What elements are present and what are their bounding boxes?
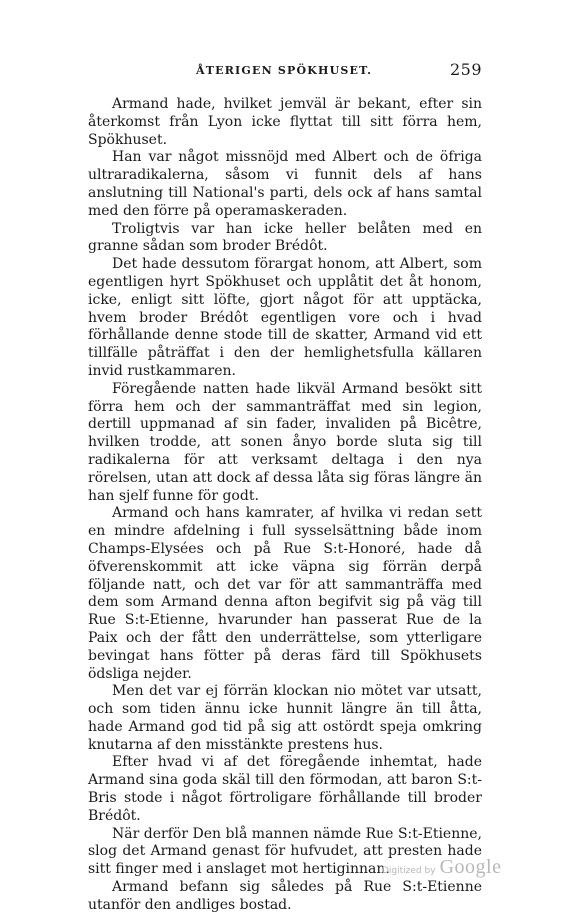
page-header — [88, 62, 482, 82]
watermark-prefix: Digitized by — [382, 866, 436, 876]
google-logo: Google — [439, 856, 502, 878]
digitized-watermark — [382, 856, 501, 879]
paragraph-5: Föregående natten hade likväl Armand besökt sitt förra hem och der sammanträffat med sin legion, dertill uppmanad af sin fader, invaliden på Bicêtre, hvilken trodde, att sonen ånyo borde sluta sig till radikalerna för att verksamt deltaga i den nya rörelsen, utan att dock af dessa låta sig föras längre än han sjelf funne för godt. — [88, 380, 482, 504]
page-number: 259 — [449, 60, 482, 79]
paragraph-1: Armand hade, hvilket jemväl är bekant, efter sin återkomst från Lyon icke flyttat till sitt förra hem, Spökhuset. — [88, 96, 482, 148]
paragraph-7: Men det var ej förrän klockan nio mötet var utsatt, och som tiden ännu icke hunnit längre än till åtta, hade Armand god tid på sig att ostördt speja omkring knutarna af den misstänkte prestens hus. — [88, 683, 482, 753]
paragraph-2: Han var något missnöjd med Albert och de öfriga ultraradikalerna, såsom vi funnit dels af hans anslutning till National's parti, dels ock af hans samtal med den förre på operamaskeraden. — [88, 149, 482, 219]
paragraph-8: Efter hvad vi af det föregående inhemtat, hade Armand sina goda skäl till den förmodan, att baron S:t-Bris stode i något förtroligare förhållande till broder Brédôt. — [88, 754, 482, 824]
body-text — [88, 96, 482, 915]
paragraph-4: Det hade dessutom förargat honom, att Albert, som egentligen hyrt Spökhuset och upplåtit det åt honom, icke, enligt sitt löfte, gjort något för att upptäcka, hvem broder Brédôt egentligen vore och i hvad förhållande denne stode till de skatter, Armand vid ett tillfälle påträffat i den der hemlighetsfulla källaren invid rustkammaren. — [88, 256, 482, 379]
running-head: ÅTERIGEN SPÖKHUSET. — [196, 64, 373, 77]
paragraph-9: När derför Den blå mannen nämde Rue S:t-Etienne, slog det Armand genast för hufvudet, att presten hade sitt finger med i anslaget mot hertiginnan. — [88, 825, 482, 878]
paragraph-3: Troligtvis var han icke heller belåten med en granne sådan som broder Brédôt. — [88, 220, 482, 255]
paragraph-6: Armand och hans kamrater, af hvilka vi redan sett en mindre afdelning i full sysselsättning både inom Champs-Elysées och på Rue S:t-Honoré, hade då öfverenskommit att icke väpna sig förrän derpå följande natt, och det var för att sammanträffa med dem som Armand denna afton begifvit sig på väg till Rue S:t-Etienne, hvarunder han passerat Rue de la Paix och der fått den underrättelse, som ytterligare bevingat hans fötter på deras färd till Spökhusets ödsliga nejder. — [88, 505, 482, 682]
paragraph-10: Armand befann sig således på Rue S:t-Etienne utanför den andliges bostad. — [88, 879, 482, 913]
